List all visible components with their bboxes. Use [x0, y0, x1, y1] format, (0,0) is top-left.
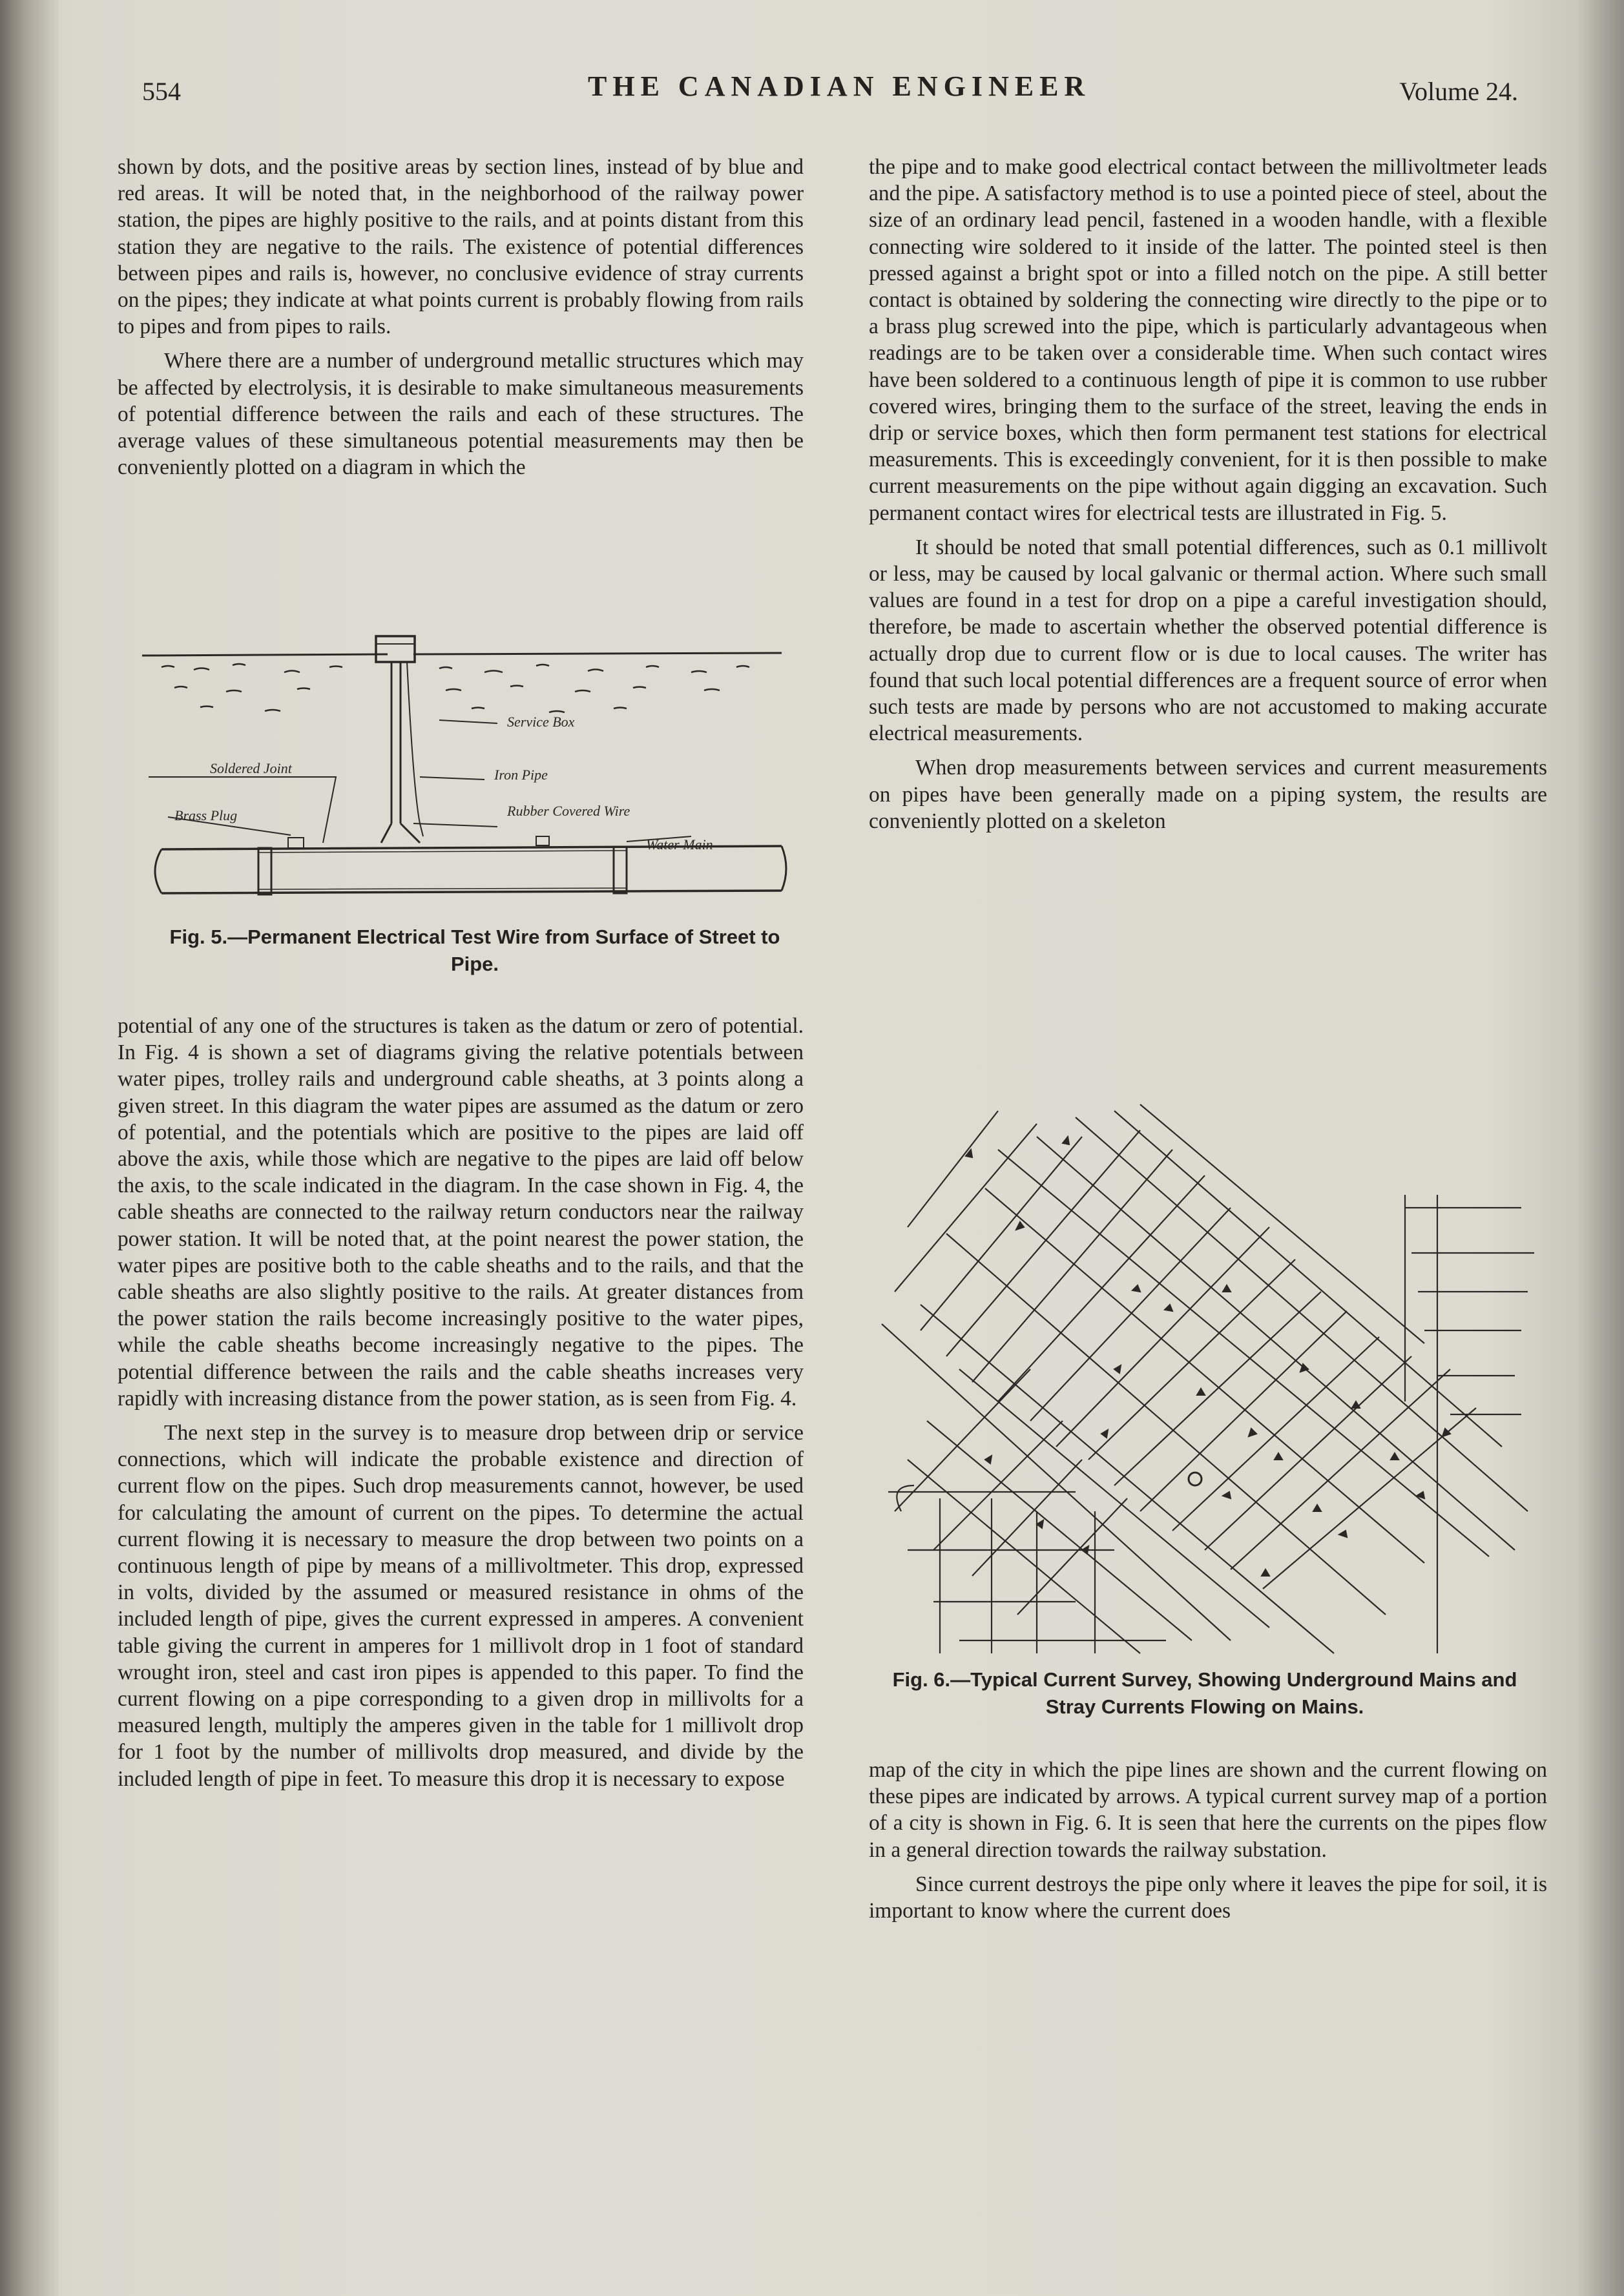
fig5-diagram [136, 630, 788, 917]
paragraph: The next step in the survey is to measure drop between drip or service connections, which will indicate the probable existence and direction of current flow on the pipes. Such drop measurements cannot, however, be used for calculating the amount of current on the pipes. To determine the actual current flowing it is necessary to measure the drop between two points on a continuous length of pipe by means of a millivoltmeter. This drop, expressed in volts, divided by the assumed or measured resistance in ohms of the included length of pipe, gives the current expressed in amperes. A convenient table giving the current in amperes for 1 millivolt drop in 1 foot of standard wrought iron, steel and cast iron pipes is appended to this paper. To find the current flowing on a pipe corresponding to a given drop in millivolts for a measured length, multiply the amperes given in the table for 1 millivolt drop for 1 foot by the number of millivolts drop measured, and divide by the included length of pipe in feet. To measure this drop it is necessary to expose [118, 1421, 804, 1791]
fig5-label-brass-plug: Brass Plug [174, 807, 238, 823]
fig6-map [869, 1098, 1541, 1660]
left-column-block-2 [118, 1013, 804, 1800]
paragraph: map of the city in which the pipe lines are shown and the current flowing on these pipes are indicated by arrows. A typical current survey map of a portion of a city is shown in Fig. 6. It is seen that here the currents on the pipes flow in a general direction towards the railway substation. [869, 1758, 1547, 1862]
paragraph: shown by dots, and the positive areas by section lines, instead of by blue and red areas. It will be noted that, in the neighborhood of the railway power station, the pipes are highly positive to the rails, and at points distant from this station they are negative to the rails. The existence of potential differences between pipes and rails is, however, no conclusive evidence of stray currents on the pipes; they indicate at what points current is probably flowing from rails to pipes and from pipes to rails. [118, 155, 804, 339]
page-number: 554 [142, 77, 181, 106]
right-column-block-1 [869, 154, 1547, 842]
fig5-label-water-main: Water Main [646, 836, 713, 853]
paragraph: Since current destroys the pipe only where it leaves the pipe for soil, it is important to know where the current does [869, 1872, 1547, 1923]
right-column-block-2 [869, 1757, 1547, 1932]
paragraph: It should be noted that small potential differences, such as 0.1 millivolt or less, may be caused by local galvanic or thermal action. Where such small values are found in a test for drop on a pipe a careful investigation should, therefore, be made to ascertain whether the observed potential difference is actually drop due to current flow or is due to local causes. The writer has found that such local potential differences are a frequent source of error when such tests are made by persons who are not accustomed to making accurate electrical measurements. [869, 535, 1547, 746]
fig5-label-rubber-wire: Rubber Covered Wire [507, 803, 630, 819]
fig5-label-service-box: Service Box [507, 714, 575, 730]
paragraph: Where there are a number of underground metallic structures which may be affected by electrolysis, it is desirable to make simultaneous measurements of potential difference between the rails and each of these structures. The average values of these simultaneous potential measurements may then be conveniently plotted on a diagram in which the [118, 349, 804, 480]
paragraph: potential of any one of the structures is taken as the datum or zero of potential. In Fig. 4 is shown a set of diagrams giving the relative potentials between water pipes, trolley rails and underground cable sheaths, at 3 points along a given street. In this diagram the water pipes are assumed as the datum or zero of potential, and the potentials which are positive to the pipes are laid off above the axis, while those which are negative to the pipes are laid off below the axis, to the scale indicated in the diagram. In the case shown in Fig. 4, the cable sheaths are connected to the railway return conductors near the railway power station. It will be noted that, at the point nearest the power station, the water pipes are positive both to the cable sheaths and to the rails, and that the cable sheaths are also slightly positive to the rails. At greater distances from the power station the rails become increasingly positive to the water pipes, while the cable sheaths become increasingly negative to the pipes. The potential difference between the rails and the cable sheaths increases very rapidly with increasing distance from the power station, as is seen from Fig. 4. [118, 1014, 804, 1411]
fig5-label-soldered-joint: Soldered Joint [210, 760, 292, 776]
fig5-label-iron-pipe: Iron Pipe [494, 767, 548, 783]
fig6-caption: Fig. 6.—Typical Current Survey, Showing Underground Mains and Stray Currents Flowing on Mains. [892, 1668, 1517, 1718]
running-header [142, 70, 1518, 115]
book-spine-shadow [0, 0, 58, 2296]
paragraph: the pipe and to make good electrical contact between the millivoltmeter leads and the pipe. A satisfactory method is to use a pointed piece of steel, about the size of an ordinary lead pencil, fastened in a wooden handle, with a flexible connecting wire soldered to it inside of the latter. The pointed steel is then pressed against a bright spot or into a filled notch on the pipe. A still better contact is obtained by soldering the connecting wire directly to the pipe or to a brass plug screwed into the pipe, which is particularly advantageous when readings are to be taken over a considerable time. When such contact wires have been soldered to a continuous length of pipe it is common to use rubber covered wires, bringing them to the surface of the street, leaving the ends in drip or service boxes, which then form permanent test stations for electrical measurements. This is exceedingly convenient, for it is then possible to make current measurements on the pipe without again digging an excavation. Such permanent contact wires for electrical tests are illustrated in Fig. 5. [869, 155, 1547, 525]
fig5-caption: Fig. 5.—Permanent Electrical Test Wire from Surface of Street to Pipe. [169, 926, 780, 975]
left-column-block-1 [118, 154, 804, 488]
magazine-title: THE CANADIAN ENGINEER [588, 70, 1091, 102]
volume-label: Volume 24. [1399, 77, 1518, 106]
paragraph: When drop measurements between services and current measurements on pipes have been generally made on a piping system, the results are conveniently plotted on a skeleton [869, 756, 1547, 833]
